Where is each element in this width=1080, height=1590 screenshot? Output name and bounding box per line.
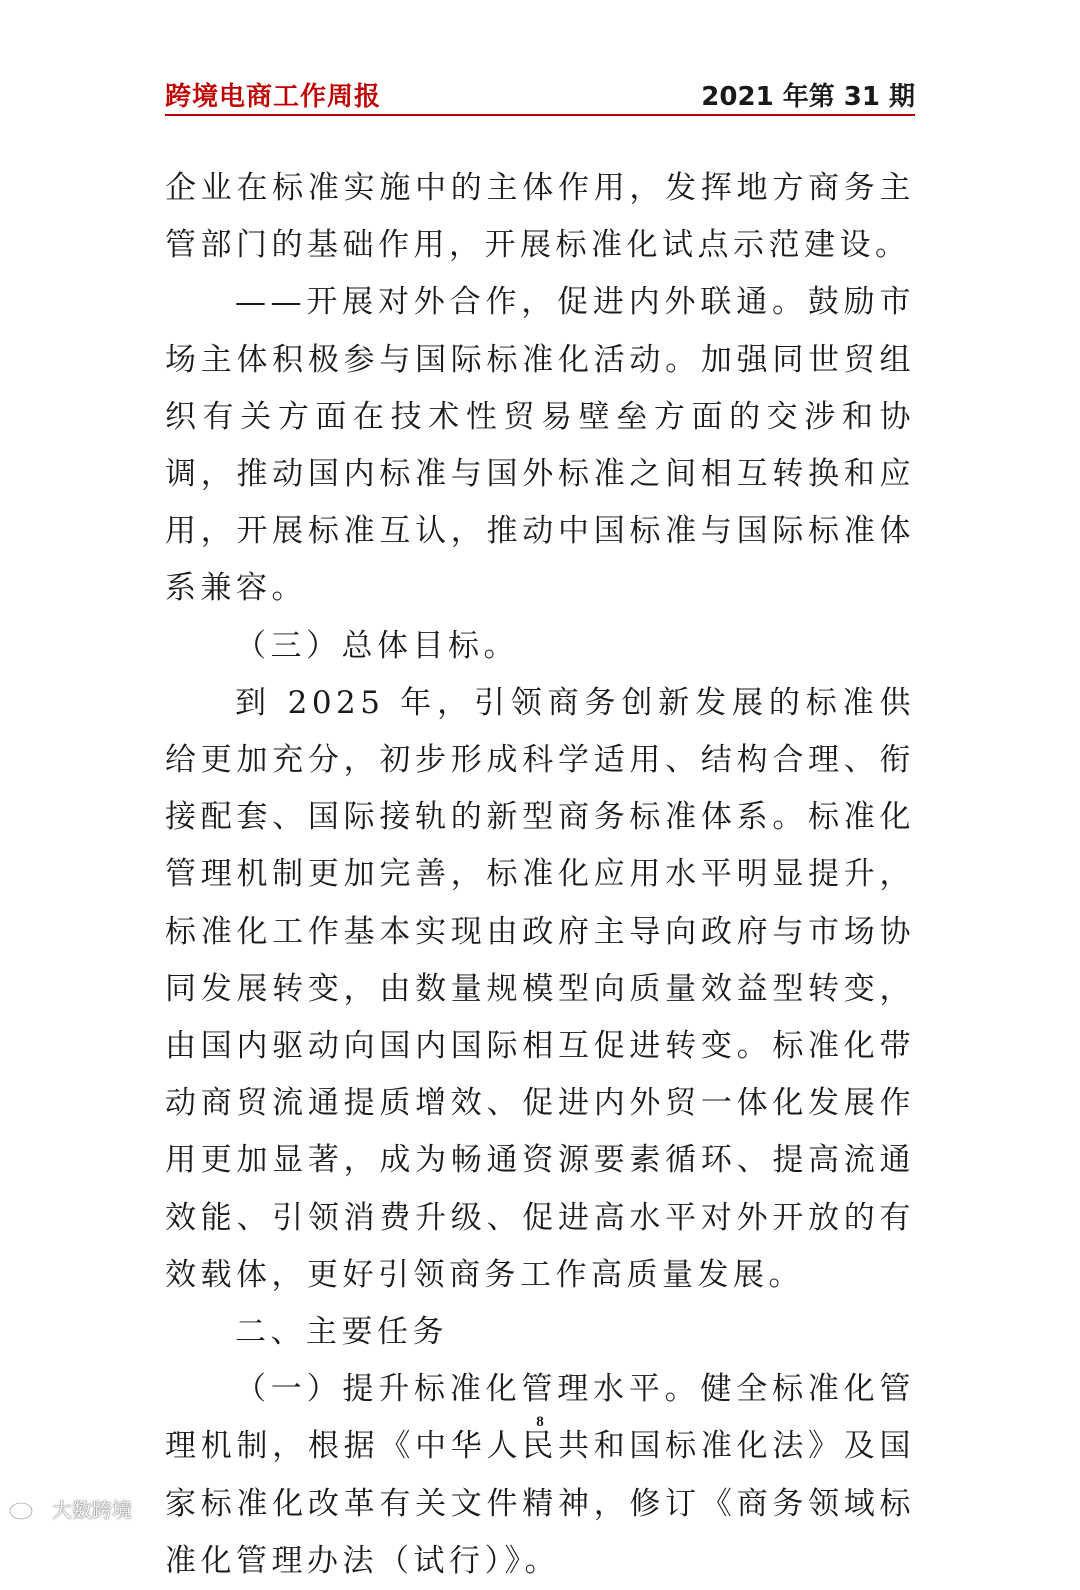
page-body (165, 160, 915, 1590)
body-paragraph-standardization-management: （一）提升标准化管理水平。健全标准化管理机制，根据《中华人民共和国标准化法》及国家标准化改革有关文件精神，修订《商务领域标准化管理办法（试行）》。 (165, 1371, 915, 1579)
section-heading-main-tasks: 二、主要任务 (235, 1314, 448, 1351)
section-heading-overall-goal: （三）总体目标。 (235, 627, 519, 664)
watermark (8, 1494, 132, 1523)
report-title: 跨境电商工作周报 (165, 82, 382, 112)
weibo-logo-icon (8, 1497, 48, 1521)
body-paragraph-cooperation: ——开展对外合作，促进内外联通。鼓励市场主体积极参与国际标准化活动。加强同世贸组织有关方面在技术性贸易壁垒方面的交涉和协调，推动国内标准与国外标准之间相互转换和应用，开展标准互认，推动中国标准与国际标准体系兼容。 (165, 284, 915, 607)
issue-number: 2021 年第 31 期 (701, 82, 915, 112)
watermark-text: 大数跨境 (52, 1498, 132, 1522)
body-paragraph-continued: 企业在标准实施中的主体作用，发挥地方商务主管部门的基础作用，开展标准化试点示范建设。 (165, 170, 915, 264)
report-header (165, 74, 915, 116)
body-paragraph-goal-2025: 到 2025 年，引领商务创新发展的标准供给更加充分，初步形成科学适用、结构合理、衔接配套、国际接轨的新型商务标准体系。标准化管理机制更加完善，标准化应用水平明显提升，标准化工作基本实现由政府主导向政府与市场协同发展转变，由数量规模型向质量效益型转变，由国内驱动向国内国际相互促进转变。标准化带动商贸流通提质增效、促进内外贸一体化发展作用更加显著，成为畅通资源要素循环、提高流通效能、引领消费升级、促进高水平对外开放的有效载体，更好引领商务工作高质量发展。 (165, 684, 915, 1293)
page-number: 8 (536, 1414, 544, 1430)
